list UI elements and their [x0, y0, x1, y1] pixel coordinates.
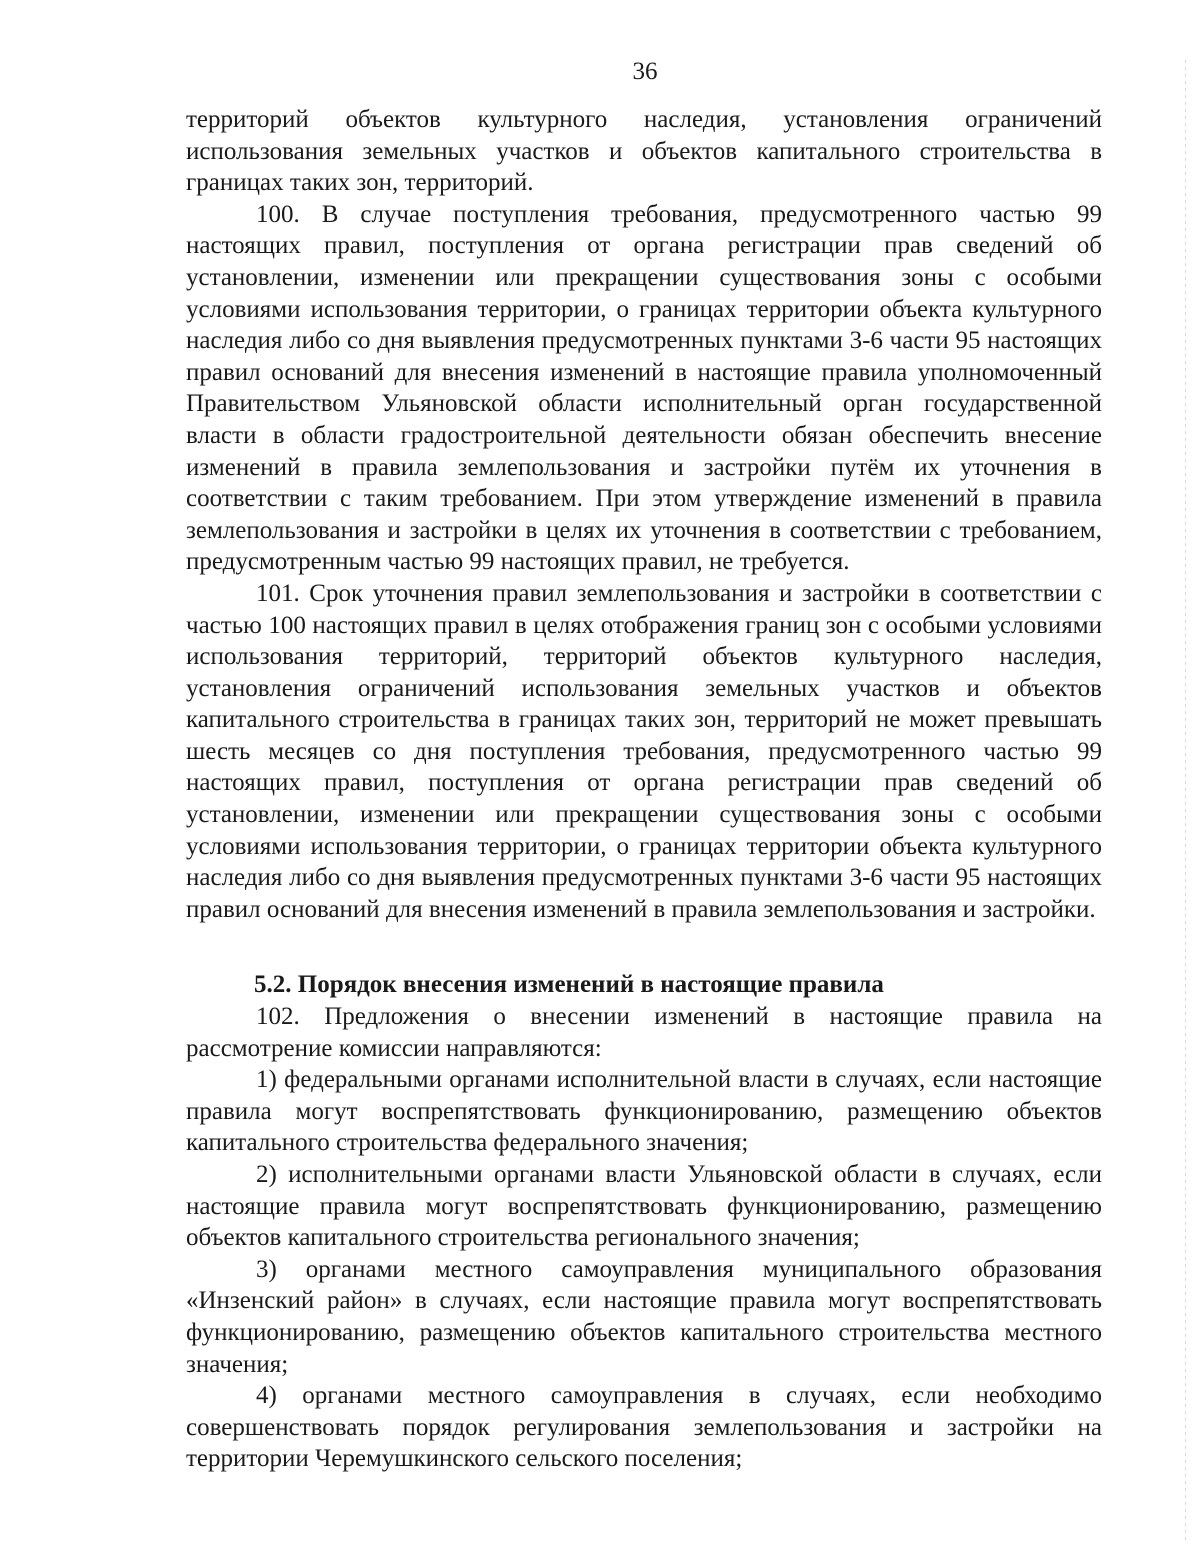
- page-number: 36: [632, 58, 658, 85]
- list-item-3: 3) органами местного самоуправления муниципального образования «Инзенский район» в случаях, если настоящие правила могут воспрепятствовать функционированию, размещению объектов капитального строительства местного значения;: [186, 1255, 1102, 1378]
- list-item-4: 4) органами местного самоуправления в случаях, если необходимо совершенствовать порядок регулирования землепользования и застройки на территории Черемушкинского сельского поселения;: [186, 1382, 1102, 1473]
- paragraph-101: 101. Срок уточнения правил землепользования и застройки в соответствии с частью 100 настоящих правил в целях отображения границ зон с особыми условиями использования территорий, территорий объектов культурного наследия, установления ограничений использования земельных участков и объектов капитального строительства в границах таких зон, территорий не может превышать шесть месяцев со дня поступления требования, предусмотренного частью 99 настоящих правил, поступления от органа регистрации прав сведений об установлении, изменении или прекращении существования зоны с особыми условиями использования территории, о границах территории объекта культурного наследия либо со дня выявления предусмотренных пунктами 3-6 части 95 настоящих правил оснований для внесения изменений в правила землепользования и застройки.: [186, 579, 1102, 923]
- list-item-2: 2) исполнительными органами власти Ульяновской области в случаях, если настоящие правила могут воспрепятствовать функционированию, размещению объектов капитального строительства регионального значения;: [186, 1161, 1102, 1252]
- paragraph-100: 100. В случае поступления требования, предусмотренного частью 99 настоящих правил, поступления от органа регистрации прав сведений об установлении, изменении или прекращении существования зоны с особыми условиями использования территории, о границах территории объекта культурного наследия либо со дня выявления предусмотренных пунктами 3-6 части 95 настоящих правил оснований для внесения изменений в настоящие правила уполномоченный Правительством Ульяновской области исполнительный орган государственной власти в области градостроительной деятельности обязан обеспечить внесение изменений в правила землепользования и застройки путём их уточнения в соответствии с таким требованием. При этом утверждение изменений в правила землепользования и застройки в целях их уточнения в соответствии с требованием, предусмотренным частью 99 настоящих правил, не требуется.: [186, 200, 1102, 576]
- paragraph-continuation: территорий объектов культурного наследия, установления ограничений использования земельных участков и объектов капитального строительства в границах таких зон, территорий.: [186, 106, 1102, 197]
- section-heading: 5.2. Порядок внесения изменений в настоящие правила: [254, 971, 884, 999]
- list-item-1: 1) федеральными органами исполнительной власти в случаях, если настоящие правила могут воспрепятствовать функционированию, размещению объектов капитального строительства федерального значения;: [186, 1066, 1102, 1157]
- scan-edge-line: [1185, 60, 1186, 1540]
- paragraph-102: 102. Предложения о внесении изменений в настоящие правила на рассмотрение комиссии направляются:: [186, 1003, 1102, 1062]
- document-body: [186, 104, 1102, 1475]
